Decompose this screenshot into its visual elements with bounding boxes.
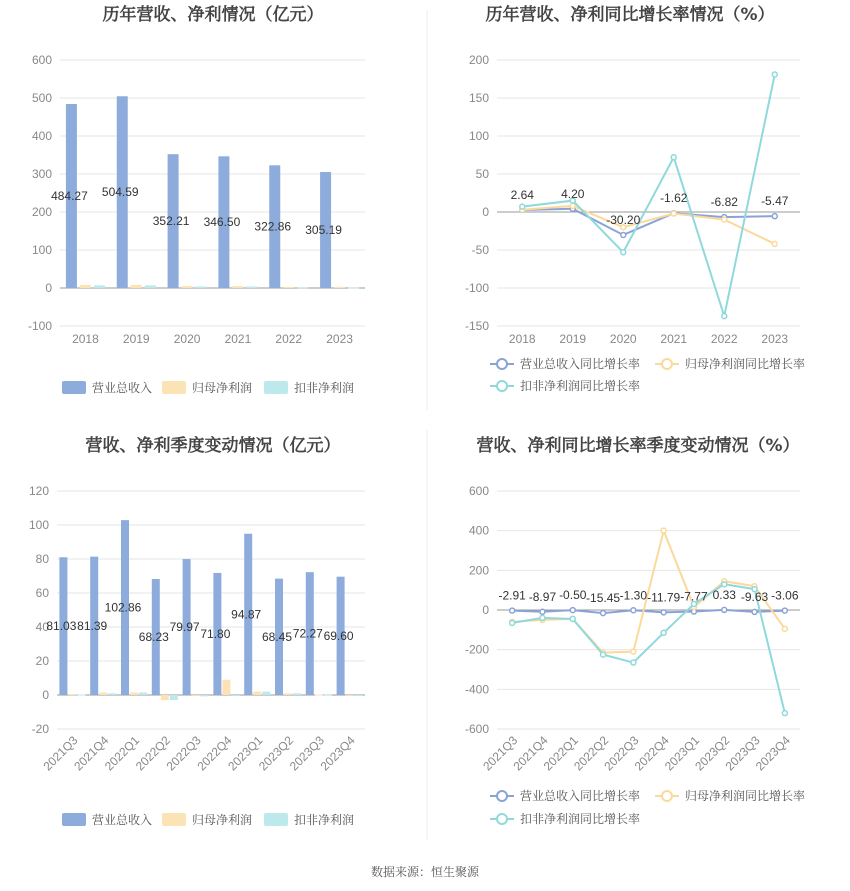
bar bbox=[297, 287, 308, 288]
data-point bbox=[722, 217, 727, 222]
x-tick-label: 2022Q2 bbox=[132, 733, 173, 774]
legend-label: 归母净利润 bbox=[192, 381, 253, 395]
x-tick-label: 2022Q4 bbox=[631, 733, 672, 774]
y-tick-label: 200 bbox=[31, 205, 52, 219]
data-point bbox=[570, 608, 575, 613]
data-point bbox=[570, 616, 575, 621]
chart-title: 营收、净利同比增长率季度变动情况（%） bbox=[476, 436, 800, 456]
y-tick-label: 500 bbox=[31, 91, 52, 105]
data-label: 352.21 bbox=[152, 214, 190, 229]
data-label: 322.86 bbox=[254, 219, 292, 234]
legend-marker bbox=[497, 381, 507, 391]
legend-label: 归母净利润 bbox=[192, 813, 253, 827]
legend-label: 营业总收入同比增长率 bbox=[520, 357, 641, 371]
data-label: 71.80 bbox=[200, 626, 231, 641]
data-point bbox=[631, 660, 636, 665]
data-label: 2.64 bbox=[510, 187, 534, 202]
y-tick-label: 400 bbox=[31, 129, 52, 143]
x-tick-label: 2021 bbox=[224, 332, 252, 346]
legend-marker bbox=[662, 791, 672, 801]
bar bbox=[161, 695, 169, 700]
data-label: 72.27 bbox=[292, 626, 323, 641]
bar bbox=[131, 285, 142, 288]
y-tick-label: 400 bbox=[468, 523, 489, 538]
x-tick-label: 2023Q3 bbox=[722, 733, 763, 774]
data-point bbox=[772, 241, 777, 246]
data-label: 305.19 bbox=[305, 223, 342, 238]
data-label: 0.33 bbox=[712, 587, 736, 602]
bar bbox=[348, 288, 359, 289]
series-line bbox=[512, 610, 785, 613]
data-point bbox=[722, 314, 727, 319]
legend-label: 扣非净利润 bbox=[294, 381, 355, 395]
x-tick-label: 2019 bbox=[122, 332, 150, 346]
data-label: 102.86 bbox=[104, 600, 142, 615]
bar bbox=[283, 287, 294, 288]
bar bbox=[246, 286, 257, 288]
bar bbox=[170, 695, 178, 700]
bar bbox=[145, 285, 156, 288]
y-tick-label: 50 bbox=[475, 167, 489, 181]
series-line bbox=[522, 209, 775, 235]
data-point bbox=[782, 711, 787, 716]
x-tick-label: 2018 bbox=[72, 332, 99, 346]
y-tick-label: -100 bbox=[27, 319, 52, 333]
x-tick-label: 2022Q3 bbox=[601, 733, 642, 774]
chart-title: 历年营收、净利情况（亿元） bbox=[102, 5, 324, 25]
legend-label: 营业总收入 bbox=[92, 813, 153, 827]
legend-marker bbox=[62, 381, 86, 394]
data-point bbox=[540, 615, 545, 620]
source-note: 数据来源：恒生聚源 bbox=[370, 865, 480, 879]
legend-label: 归母净利润同比增长率 bbox=[685, 789, 806, 803]
data-label: 94.87 bbox=[231, 607, 262, 622]
data-label: -15.45 bbox=[586, 591, 621, 606]
x-tick-label: 2023Q4 bbox=[317, 733, 358, 774]
bar bbox=[68, 694, 76, 695]
data-label: 68.23 bbox=[138, 630, 169, 645]
data-label: -1.62 bbox=[660, 191, 688, 206]
y-tick-label: 100 bbox=[468, 129, 489, 143]
data-point bbox=[520, 204, 525, 209]
data-label: -3.06 bbox=[771, 588, 799, 603]
data-point bbox=[540, 609, 545, 614]
x-tick-label: 2022Q2 bbox=[571, 733, 612, 774]
y-tick-label: 100 bbox=[28, 518, 49, 532]
data-point bbox=[722, 582, 727, 587]
legend-marker bbox=[62, 813, 86, 826]
bar bbox=[231, 695, 239, 696]
y-tick-label: 600 bbox=[31, 53, 52, 67]
bar bbox=[324, 695, 332, 696]
legend-label: 扣非净利润 bbox=[294, 813, 355, 827]
x-tick-label: 2021Q4 bbox=[71, 733, 112, 774]
y-tick-label: -150 bbox=[464, 319, 489, 333]
x-tick-label: 2020 bbox=[173, 332, 201, 346]
data-point bbox=[671, 211, 676, 216]
legend-label: 营业总收入 bbox=[92, 381, 153, 395]
data-point bbox=[601, 652, 606, 657]
data-label: 69.60 bbox=[323, 628, 354, 643]
bar bbox=[253, 692, 261, 695]
bar bbox=[232, 286, 243, 288]
data-point bbox=[601, 611, 606, 616]
x-tick-label: 2021Q3 bbox=[480, 733, 521, 774]
legend-label: 扣非净利润同比增长率 bbox=[520, 379, 641, 393]
y-tick-label: 40 bbox=[35, 620, 49, 634]
data-point bbox=[621, 232, 626, 237]
data-point bbox=[510, 620, 515, 625]
data-point bbox=[661, 630, 666, 635]
x-tick-label: 2023 bbox=[761, 332, 789, 346]
data-label: -5.47 bbox=[761, 194, 789, 209]
data-point bbox=[621, 250, 626, 255]
y-tick-label: 0 bbox=[45, 281, 52, 295]
legend-marker bbox=[162, 381, 186, 394]
data-label: -2.91 bbox=[498, 588, 526, 603]
y-tick-label: 150 bbox=[468, 91, 489, 105]
x-tick-label: 2023Q1 bbox=[661, 733, 703, 774]
legend-marker bbox=[162, 813, 186, 826]
bar bbox=[182, 286, 193, 288]
data-point bbox=[671, 155, 676, 160]
x-tick-label: 2023 bbox=[326, 332, 353, 346]
x-tick-label: 2022Q1 bbox=[540, 733, 581, 774]
legend-marker bbox=[497, 814, 507, 824]
data-label: 504.59 bbox=[101, 185, 139, 200]
bar bbox=[77, 694, 85, 695]
data-point bbox=[510, 608, 515, 613]
x-tick-label: 2022Q4 bbox=[194, 733, 235, 774]
legend-marker bbox=[497, 791, 507, 801]
y-tick-label: -600 bbox=[464, 722, 489, 736]
bar bbox=[94, 285, 105, 288]
data-label: -9.63 bbox=[740, 589, 769, 604]
chart-title: 历年营收、净利同比增长率情况（%） bbox=[485, 5, 775, 25]
bar bbox=[346, 695, 354, 696]
x-tick-label: 2023Q4 bbox=[752, 733, 793, 774]
x-tick-label: 2019 bbox=[559, 332, 587, 346]
y-tick-label: 200 bbox=[468, 563, 489, 578]
y-tick-label: -20 bbox=[31, 722, 49, 736]
data-label: -30.20 bbox=[606, 212, 641, 227]
bar bbox=[130, 692, 138, 695]
bar bbox=[334, 287, 345, 288]
y-tick-label: 600 bbox=[468, 484, 489, 498]
y-tick-label: -50 bbox=[471, 243, 489, 257]
data-label: 484.27 bbox=[51, 188, 88, 203]
x-tick-label: 2021Q4 bbox=[510, 733, 551, 774]
y-tick-label: 0 bbox=[482, 603, 489, 617]
data-label: 68.45 bbox=[261, 629, 293, 644]
x-tick-label: 2023Q2 bbox=[256, 733, 297, 774]
bar bbox=[201, 695, 209, 696]
y-tick-label: 0 bbox=[482, 205, 489, 219]
data-point bbox=[782, 626, 787, 631]
data-label: 81.39 bbox=[77, 618, 108, 633]
data-label: 4.20 bbox=[561, 186, 585, 201]
data-point bbox=[722, 607, 727, 612]
bar bbox=[192, 695, 200, 696]
y-tick-label: -100 bbox=[464, 281, 489, 295]
data-point bbox=[631, 649, 636, 654]
y-tick-label: 60 bbox=[35, 586, 49, 600]
x-tick-label: 2021Q3 bbox=[40, 733, 81, 774]
data-point bbox=[752, 609, 757, 614]
x-tick-label: 2022 bbox=[275, 332, 303, 346]
bar bbox=[284, 693, 292, 695]
bar bbox=[293, 693, 301, 695]
bar bbox=[355, 695, 363, 696]
bar bbox=[222, 680, 230, 695]
data-label: -1.30 bbox=[619, 588, 648, 603]
legend-label: 扣非净利润同比增长率 bbox=[520, 812, 641, 826]
bar bbox=[108, 693, 116, 695]
x-tick-label: 2023Q1 bbox=[225, 733, 266, 774]
y-tick-label: 300 bbox=[31, 167, 52, 181]
y-tick-label: -400 bbox=[464, 682, 489, 697]
data-label: -8.97 bbox=[528, 589, 557, 604]
bar bbox=[262, 692, 270, 695]
data-point bbox=[661, 528, 666, 533]
y-tick-label: 20 bbox=[35, 654, 49, 668]
bar bbox=[99, 692, 107, 695]
data-point bbox=[772, 214, 777, 219]
legend-marker bbox=[264, 813, 288, 826]
data-label: 81.03 bbox=[46, 619, 77, 634]
y-tick-label: 100 bbox=[31, 243, 52, 257]
y-tick-label: 200 bbox=[468, 53, 489, 67]
legend-label: 营业总收入同比增长率 bbox=[520, 789, 641, 803]
x-tick-label: 2021 bbox=[660, 332, 688, 346]
x-tick-label: 2022Q1 bbox=[102, 733, 143, 774]
bar bbox=[139, 692, 147, 695]
data-label: 79.97 bbox=[169, 620, 200, 635]
legend-label: 归母净利润同比增长率 bbox=[685, 357, 806, 371]
data-point bbox=[661, 610, 666, 615]
data-label: -6.82 bbox=[710, 195, 738, 210]
chart-title: 营收、净利季度变动情况（亿元） bbox=[85, 436, 341, 456]
y-tick-label: 80 bbox=[35, 552, 49, 566]
x-tick-label: 2020 bbox=[609, 332, 637, 346]
x-tick-label: 2022Q3 bbox=[163, 733, 204, 774]
data-label: -11.79 bbox=[647, 590, 681, 605]
x-tick-label: 2018 bbox=[508, 332, 536, 346]
legend-marker bbox=[497, 359, 507, 369]
legend-marker bbox=[662, 359, 672, 369]
y-tick-label: 120 bbox=[28, 484, 49, 498]
x-tick-label: 2023Q2 bbox=[692, 733, 733, 774]
legend-marker bbox=[264, 381, 288, 394]
data-point bbox=[782, 608, 787, 613]
data-label: -7.77 bbox=[680, 589, 708, 604]
y-tick-label: -200 bbox=[464, 642, 489, 657]
data-label: 346.50 bbox=[203, 215, 241, 230]
bar bbox=[315, 694, 323, 695]
data-point bbox=[772, 72, 777, 77]
bar bbox=[196, 286, 207, 288]
x-tick-label: 2022 bbox=[710, 332, 738, 346]
y-tick-label: 0 bbox=[42, 688, 49, 702]
bar bbox=[80, 285, 91, 288]
data-point bbox=[631, 608, 636, 613]
x-tick-label: 2023Q3 bbox=[286, 733, 327, 774]
data-point bbox=[570, 203, 575, 208]
data-label: -0.50 bbox=[559, 588, 587, 603]
